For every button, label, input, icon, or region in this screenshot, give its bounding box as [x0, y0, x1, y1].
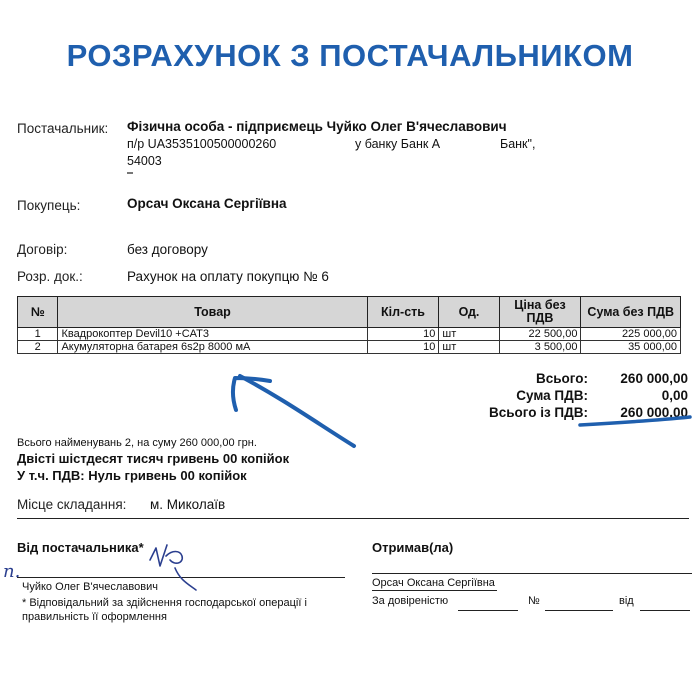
buyer-signer-name: Орсач Оксана Сергіївна: [372, 577, 495, 589]
cell-price: 22 500,00: [499, 328, 581, 341]
vat-label: Сума ПДВ:: [516, 388, 588, 403]
supplier-zip: 54003: [127, 154, 162, 168]
supplier-bank-end: Банк",: [500, 137, 536, 151]
col-header-qty: Кіл-сть: [367, 297, 439, 328]
col-header-unit: Од.: [439, 297, 499, 328]
proxy-date-label: від: [619, 595, 634, 607]
cell-sum: 35 000,00: [581, 341, 681, 354]
cell-item: Акумуляторна батарея 6s2p 8000 мА: [58, 341, 367, 354]
page-title: РОЗРАХУНОК З ПОСТАЧАЛЬНИКОМ: [66, 38, 634, 73]
cell-item: Квадрокоптер Devil10 +CAT3: [58, 328, 367, 341]
summary-count-line: Всього найменувань 2, на суму 260 000,00 грн.: [17, 437, 257, 449]
cell-sum: 225 000,00: [581, 328, 681, 341]
vat-value: 0,00: [661, 388, 688, 403]
settlement-label: Розр. док.:: [17, 269, 83, 284]
col-header-item: Товар: [58, 297, 367, 328]
col-header-num: №: [18, 297, 58, 328]
responsibility-note-2: правильність її оформлення: [22, 611, 167, 623]
cell-qty: 10: [367, 328, 439, 341]
supplier-signer-name: Чуйко Олег В'ячеславович: [22, 581, 158, 593]
cell-unit: шт: [439, 328, 499, 341]
summary-words-line: Двісті шістдесят тисяч гривень 00 копійок: [17, 451, 290, 466]
total-label: Всього:: [536, 371, 588, 386]
col-header-price: Ціна без ПДВ: [499, 297, 581, 328]
annotation-arrow-shaft: [240, 376, 354, 446]
supplier-bank: у банку Банк А: [355, 137, 441, 151]
buyer-label: Покупець:: [17, 198, 81, 213]
total-vat-label: Всього із ПДВ:: [488, 405, 588, 420]
contract-label: Договір:: [17, 242, 68, 257]
place-value: м. Миколаїв: [150, 497, 226, 512]
cell-price: 3 500,00: [499, 341, 581, 354]
total-vat-value: 260 000,00: [620, 405, 688, 420]
col-header-sum: Сума без ПДВ: [581, 297, 681, 328]
supplier-name: Фізична особа - підприємець Чуйко Олег В'ячеславович: [127, 119, 507, 134]
annotation-underline: [580, 417, 690, 425]
supplier-label: Постачальник:: [17, 121, 109, 136]
cell-qty: 10: [367, 341, 439, 354]
cell-num: 2: [18, 341, 58, 354]
signature-scribble: [150, 545, 196, 590]
received-label: Отримав(ла): [372, 540, 454, 555]
place-label: Місце складання:: [17, 497, 127, 512]
cell-num: 1: [18, 328, 58, 341]
settlement-value: Рахунок на оплату покупцю № 6: [127, 269, 329, 284]
responsibility-note-1: * Відповідальний за здійснення господарської операції і: [22, 597, 307, 609]
contract-value: без договору: [127, 242, 208, 257]
summary-vat-line: У т.ч. ПДВ: Нуль гривень 00 копійок: [17, 468, 247, 483]
proxy-label: За довіреністю: [372, 595, 449, 607]
cell-unit: шт: [439, 341, 499, 354]
handwritten-prefix: п.: [3, 561, 21, 582]
proxy-number-label: №: [528, 595, 540, 607]
buyer-name: Орсач Оксана Сергіївна: [127, 196, 287, 211]
total-value: 260 000,00: [620, 371, 688, 386]
supplier-account: п/р UA3535100500000260: [127, 137, 277, 151]
from-supplier-label: Від постачальника*: [17, 540, 144, 555]
